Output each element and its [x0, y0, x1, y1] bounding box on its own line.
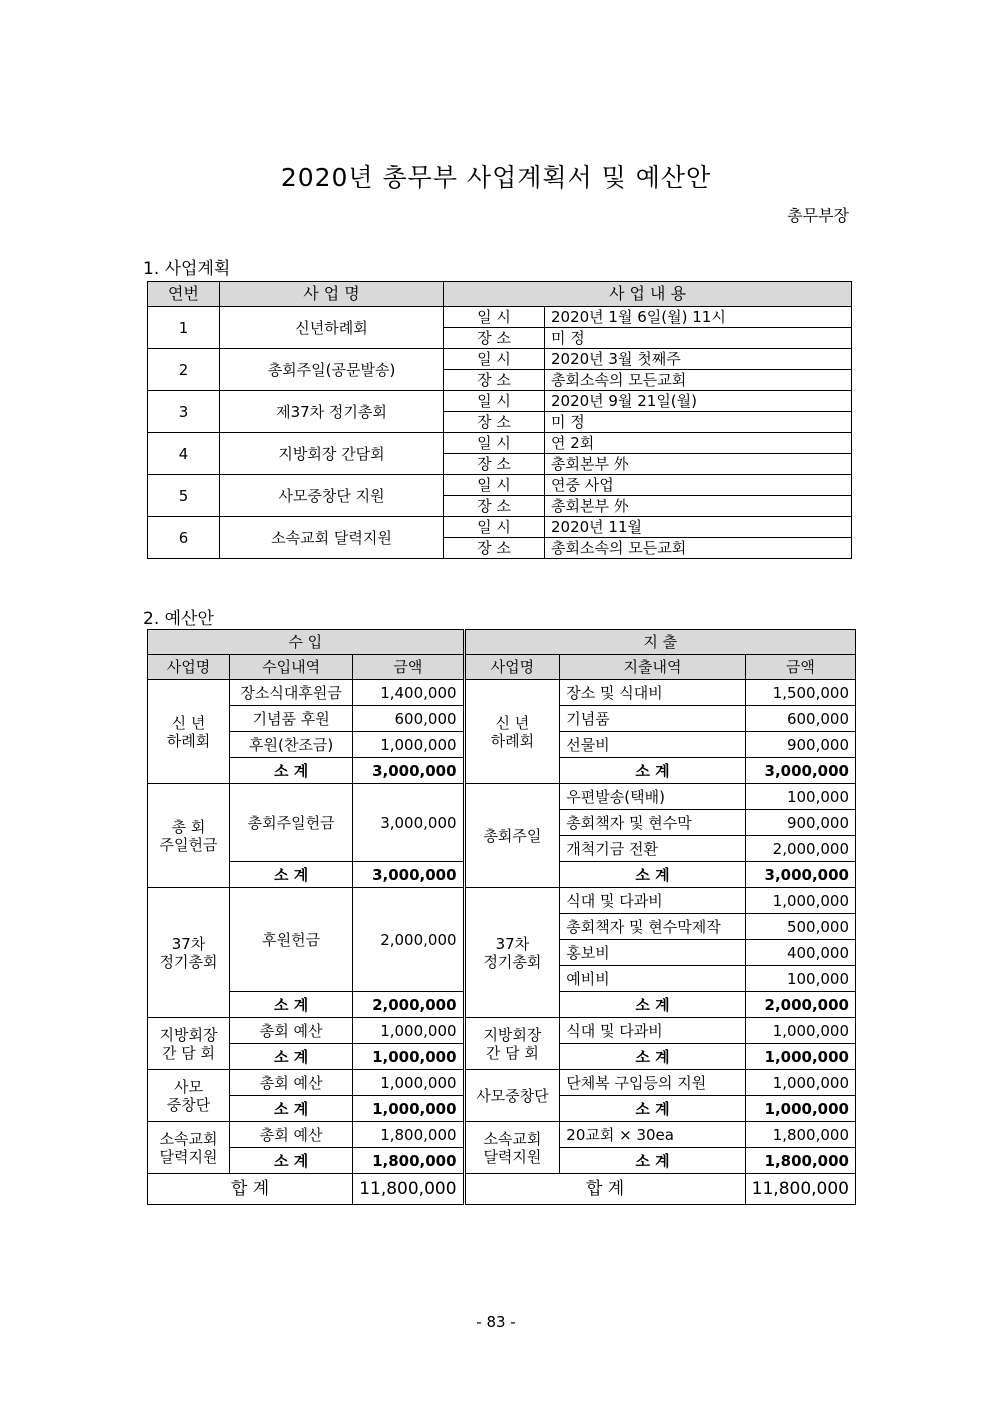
income-subtotal-label: 소 계: [230, 862, 353, 888]
income-biz-name: 신 년 하례회: [148, 680, 230, 784]
expense-biz-name: 37차 정기총회: [464, 888, 560, 1018]
expense-item: 20교회 × 30ea: [560, 1122, 745, 1148]
income-total-label: 합 계: [148, 1174, 353, 1205]
income-subtotal: 1,000,000: [353, 1044, 464, 1070]
expense-subtotal: 1,000,000: [745, 1044, 855, 1070]
expense-amount: 1,000,000: [745, 1018, 855, 1044]
expense-item: 장소 및 식대비: [560, 680, 745, 706]
plan-value: 총회소속의 모든교회: [545, 538, 852, 559]
income-item: 기념품 후원: [230, 706, 353, 732]
plan-key: 일 시: [444, 307, 545, 328]
expense-amount: 1,800,000: [745, 1122, 855, 1148]
expense-biz-name: 소속교회 달력지원: [464, 1122, 560, 1174]
expense-amount: 500,000: [745, 914, 855, 940]
expense-item: 우편발송(택배): [560, 784, 745, 810]
income-subtotal-label: 소 계: [230, 992, 353, 1018]
expense-subtotal-label: 소 계: [560, 758, 745, 784]
income-item: 총회 예산: [230, 1018, 353, 1044]
budget-row: [148, 1018, 856, 1044]
income-amount: 2,000,000: [353, 888, 464, 992]
income-biz-name: 지방회장 간 담 회: [148, 1018, 230, 1070]
income-amount: 1,000,000: [353, 1018, 464, 1044]
expense-subtotal: 2,000,000: [745, 992, 855, 1018]
income-item: 후원헌금: [230, 888, 353, 992]
budget-row: [148, 888, 856, 914]
plan-key: 일 시: [444, 475, 545, 496]
plan-no: 4: [148, 433, 220, 475]
plan-value: 연 2회: [545, 433, 852, 454]
header-income-amount: 금액: [353, 655, 464, 680]
income-amount: 600,000: [353, 706, 464, 732]
section-heading-plan: 1. 사업계획: [143, 259, 231, 279]
expense-item: 홍보비: [560, 940, 745, 966]
expense-biz-name: 사모중창단: [464, 1070, 560, 1122]
plan-value: 2020년 9월 21일(월): [545, 391, 852, 412]
expense-amount: 900,000: [745, 810, 855, 836]
plan-value: 총회본부 外: [545, 496, 852, 517]
budget-row: [148, 680, 856, 706]
income-subtotal-label: 소 계: [230, 758, 353, 784]
plan-no: 1: [148, 307, 220, 349]
expense-amount: 600,000: [745, 706, 855, 732]
plan-key: 일 시: [444, 391, 545, 412]
plan-key: 장 소: [444, 370, 545, 391]
plan-value: 미 정: [545, 412, 852, 433]
author: 총무부장: [787, 206, 849, 225]
expense-amount: 2,000,000: [745, 836, 855, 862]
income-biz-name: 총 회 주일헌금: [148, 784, 230, 888]
plan-name: 총회주일(공문발송): [220, 349, 444, 391]
income-total: 11,800,000: [353, 1174, 464, 1205]
plan-value: 연중 사업: [545, 475, 852, 496]
plan-key: 장 소: [444, 412, 545, 433]
plan-no: 6: [148, 517, 220, 559]
expense-amount: 400,000: [745, 940, 855, 966]
expense-total: 11,800,000: [745, 1174, 855, 1205]
expense-item: 예비비: [560, 966, 745, 992]
income-item: 후원(찬조금): [230, 732, 353, 758]
plan-row: [148, 475, 852, 496]
plan-row: [148, 517, 852, 538]
plan-row: [148, 307, 852, 328]
income-item: 총회주일헌금: [230, 784, 353, 862]
expense-subtotal-label: 소 계: [560, 1096, 745, 1122]
income-biz-name: 사모 중창단: [148, 1070, 230, 1122]
income-subtotal-label: 소 계: [230, 1148, 353, 1174]
plan-value: 2020년 1월 6일(월) 11시: [545, 307, 852, 328]
plan-name: 소속교회 달력지원: [220, 517, 444, 559]
expense-subtotal: 1,000,000: [745, 1096, 855, 1122]
income-subtotal-label: 소 계: [230, 1096, 353, 1122]
income-amount: 1,000,000: [353, 1070, 464, 1096]
expense-total-label: 합 계: [464, 1174, 745, 1205]
expense-amount: 100,000: [745, 966, 855, 992]
plan-value: 미 정: [545, 328, 852, 349]
plan-name: 사모중창단 지원: [220, 475, 444, 517]
expense-item: 총회책자 및 현수막제작: [560, 914, 745, 940]
income-item: 장소식대후원금: [230, 680, 353, 706]
expense-amount: 100,000: [745, 784, 855, 810]
plan-row: [148, 433, 852, 454]
expense-subtotal-label: 소 계: [560, 862, 745, 888]
plan-value: 총회소속의 모든교회: [545, 370, 852, 391]
plan-row: [148, 391, 852, 412]
income-subtotal: 2,000,000: [353, 992, 464, 1018]
expense-amount: 1,000,000: [745, 888, 855, 914]
income-subtotal: 3,000,000: [353, 758, 464, 784]
plan-key: 장 소: [444, 454, 545, 475]
expense-item: 식대 및 다과비: [560, 888, 745, 914]
expense-subtotal: 3,000,000: [745, 862, 855, 888]
income-amount: 3,000,000: [353, 784, 464, 862]
expense-item: 개척기금 전환: [560, 836, 745, 862]
expense-biz-name: 신 년 하례회: [464, 680, 560, 784]
expense-item: 기념품: [560, 706, 745, 732]
expense-title: 지 출: [464, 630, 855, 655]
plan-no: 5: [148, 475, 220, 517]
expense-item: 총회책자 및 현수막: [560, 810, 745, 836]
income-amount: 1,400,000: [353, 680, 464, 706]
plan-key: 장 소: [444, 328, 545, 349]
income-biz-name: 소속교회 달력지원: [148, 1122, 230, 1174]
plan-key: 일 시: [444, 349, 545, 370]
plan-value: 총회본부 外: [545, 454, 852, 475]
budget-table: [147, 629, 856, 1205]
plan-key: 장 소: [444, 496, 545, 517]
document-title: 2020년 총무부 사업계획서 및 예산안: [280, 163, 712, 192]
plan-table: [147, 281, 852, 559]
expense-subtotal: 3,000,000: [745, 758, 855, 784]
plan-no: 2: [148, 349, 220, 391]
expense-item: 선물비: [560, 732, 745, 758]
income-title: 수 입: [148, 630, 465, 655]
expense-item: 식대 및 다과비: [560, 1018, 745, 1044]
header-expense-biz: 사업명: [464, 655, 560, 680]
plan-header-no: 연번: [148, 282, 220, 307]
budget-row: [148, 1070, 856, 1096]
income-subtotal-label: 소 계: [230, 1044, 353, 1070]
plan-header-name: 사 업 명: [220, 282, 444, 307]
plan-key: 일 시: [444, 433, 545, 454]
budget-row: [148, 784, 856, 810]
expense-subtotal-label: 소 계: [560, 992, 745, 1018]
header-expense-item: 지출내역: [560, 655, 745, 680]
plan-row: [148, 349, 852, 370]
income-item: 총회 예산: [230, 1070, 353, 1096]
expense-subtotal-label: 소 계: [560, 1148, 745, 1174]
plan-key: 일 시: [444, 517, 545, 538]
budget-total-row: [148, 1174, 856, 1205]
budget-row: [148, 1122, 856, 1148]
income-subtotal: 1,800,000: [353, 1148, 464, 1174]
header-income-biz: 사업명: [148, 655, 230, 680]
expense-subtotal-label: 소 계: [560, 1044, 745, 1070]
plan-name: 제37차 정기총회: [220, 391, 444, 433]
plan-name: 지방회장 간담회: [220, 433, 444, 475]
expense-biz-name: 지방회장 간 담 회: [464, 1018, 560, 1070]
expense-amount: 1,500,000: [745, 680, 855, 706]
income-subtotal: 1,000,000: [353, 1096, 464, 1122]
expense-amount: 900,000: [745, 732, 855, 758]
plan-value: 2020년 11월: [545, 517, 852, 538]
plan-key: 장 소: [444, 538, 545, 559]
income-amount: 1,800,000: [353, 1122, 464, 1148]
income-subtotal: 3,000,000: [353, 862, 464, 888]
income-biz-name: 37차 정기총회: [148, 888, 230, 1018]
plan-no: 3: [148, 391, 220, 433]
header-expense-amount: 금액: [745, 655, 855, 680]
plan-value: 2020년 3월 첫째주: [545, 349, 852, 370]
expense-amount: 1,000,000: [745, 1070, 855, 1096]
plan-name: 신년하례회: [220, 307, 444, 349]
plan-header-content: 사 업 내 용: [444, 282, 852, 307]
section-heading-budget: 2. 예산안: [143, 609, 214, 629]
income-amount: 1,000,000: [353, 732, 464, 758]
income-item: 총회 예산: [230, 1122, 353, 1148]
page-number: - 83 -: [476, 1313, 516, 1331]
expense-biz-name: 총회주일: [464, 784, 560, 888]
expense-item: 단체복 구입등의 지원: [560, 1070, 745, 1096]
expense-subtotal: 1,800,000: [745, 1148, 855, 1174]
header-income-item: 수입내역: [230, 655, 353, 680]
